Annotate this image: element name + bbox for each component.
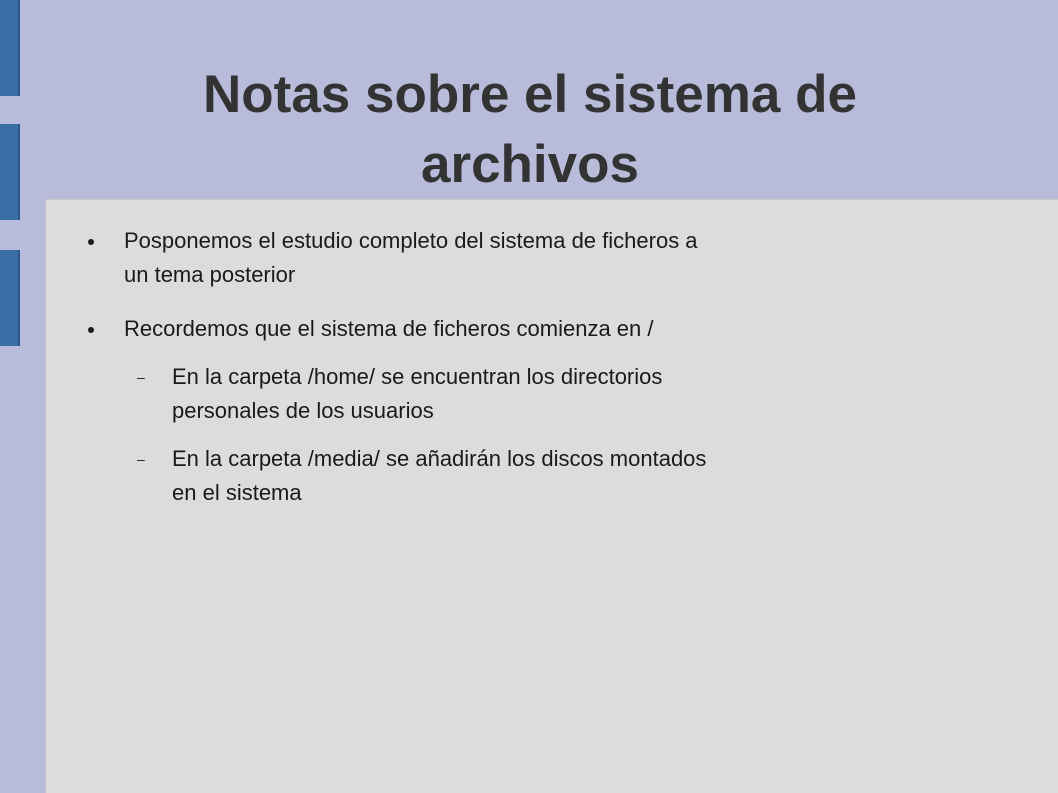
bullet-list bbox=[86, 224, 1006, 530]
slide-title-line-1: Notas sobre el sistema de bbox=[203, 65, 857, 124]
bullet-text-line-1: Posponemos el estudio completo del sistema de ficheros a bbox=[124, 228, 698, 253]
sub-bullet-text-line-1: En la carpeta /media/ se añadirán los discos montados bbox=[172, 446, 707, 471]
side-accent-bar-bottom bbox=[0, 250, 20, 346]
side-accent-bar-top bbox=[0, 0, 20, 96]
sub-bullet-list bbox=[124, 360, 1006, 510]
content-box bbox=[45, 199, 1058, 793]
sub-bullet-text-line-1: En la carpeta /home/ se encuentran los directorios bbox=[172, 364, 663, 389]
slide-title-line-2: archivos bbox=[420, 135, 639, 194]
sub-list-item bbox=[124, 442, 1006, 510]
list-item bbox=[86, 312, 1006, 510]
sub-list-item bbox=[124, 360, 1006, 428]
list-item bbox=[86, 224, 1006, 292]
slide-title bbox=[100, 60, 960, 200]
dash-icon: – bbox=[137, 369, 145, 385]
sub-bullet-text-line-2: en el sistema bbox=[172, 480, 302, 505]
side-accent-bar-middle bbox=[0, 124, 20, 220]
bullet-icon bbox=[88, 239, 94, 245]
bullet-icon bbox=[88, 327, 94, 333]
sub-bullet-text-line-2: personales de los usuarios bbox=[172, 398, 434, 423]
bullet-text-line-2: un tema posterior bbox=[124, 262, 296, 287]
bullet-text-line-1: Recordemos que el sistema de ficheros comienza en / bbox=[124, 316, 654, 341]
dash-icon: – bbox=[137, 451, 145, 467]
